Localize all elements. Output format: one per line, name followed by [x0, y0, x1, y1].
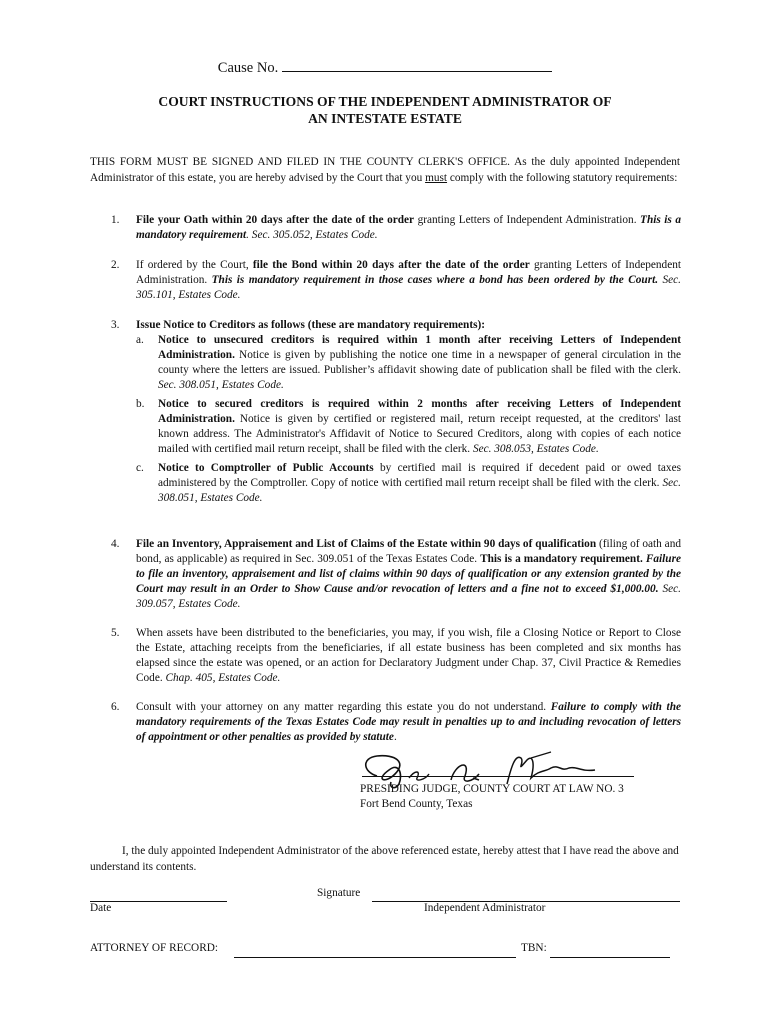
title-line-2: AN INTESTATE ESTATE: [308, 111, 462, 126]
item-citation: Chap. 405, Estates Code.: [165, 672, 281, 684]
judge-title: PRESIDING JUDGE, COUNTY COURT AT LAW NO. 3: [360, 783, 624, 795]
judge-block: [360, 752, 660, 812]
item-number: 1.: [111, 214, 120, 226]
item-number: 5.: [111, 627, 120, 639]
instruction-item-5: [111, 626, 681, 686]
item-number: 2.: [111, 259, 120, 271]
sub-letter: c.: [136, 462, 144, 474]
item-bold: File your Oath within 20 days after the date of the order: [136, 214, 415, 226]
item-bold-italic: This is mandatory requirement in those cases where a bond has been ordered by the Court.: [211, 274, 659, 286]
tbn-label: TBN:: [521, 942, 547, 954]
title-line-1: COURT INSTRUCTIONS OF THE INDEPENDENT ADMINISTRATOR OF: [158, 94, 612, 109]
sub-item-b: [136, 397, 681, 457]
attorney-label: ATTORNEY OF RECORD:: [90, 942, 219, 954]
sub-citation: Sec. 308.051, Estates Code.: [158, 477, 681, 504]
cause-number: [0, 57, 770, 77]
item-citation: Sec. 305.101, Estates Code.: [136, 274, 681, 301]
intro-text-1: THIS FORM MUST BE SIGNED AND FILED IN THE COUNTY CLERK'S OFFICE. As the duly appointed Independent Administrator of this estate, you are hereby advised by the Court that you: [90, 156, 680, 184]
item-citation: . Sec. 305.052, Estates Code.: [246, 229, 378, 241]
instruction-item-6: [111, 700, 681, 745]
instruction-item-4: [111, 537, 681, 612]
item-text: If ordered by the Court,: [136, 259, 253, 271]
item-bold-italic: Failure to file an inventory, appraisement and list of claims within 90 days of qualification or any extension granted by the Court may result in an Order to Show Cause and/or revocation of letters and a fine not to exceed $1,000.00.: [136, 553, 681, 595]
item-bold: File an Inventory, Appraisement and List of Claims of the Estate within 90 days of qualification: [136, 538, 597, 550]
sub-item-c: [136, 461, 681, 506]
instruction-item-3: [111, 318, 681, 506]
signature-label: Signature: [317, 887, 361, 899]
intro-must: must: [425, 171, 448, 184]
item-number: 4.: [111, 538, 120, 550]
sub-bold: Notice to Comptroller of Public Accounts: [158, 462, 374, 474]
tbn-field[interactable]: [550, 957, 670, 958]
item-text: When assets have been distributed to the beneficiaries, you may, if you wish, file a Closing Notice or Report to Close the Estate, attaching receipts from the beneficiaries, if all estate business has been completed and six months has elapsed since the estate was opened, or an action for Declaratory Judgment under Chap. 37, Civil Practice & Remedies Code.: [136, 627, 681, 684]
intro-paragraph: [90, 155, 680, 186]
sub-citation: Sec. 308.053, Estates Code.: [472, 443, 599, 455]
sub-letter: b.: [136, 398, 145, 410]
item-text: Consult with your attorney on any matter regarding this estate you do not understand.: [136, 701, 551, 713]
item-bold-italic: Failure to comply with the mandatory requirements of the Texas Estates Code may result in penalties up to and including revocation of letters of appointment or other penalties as provided by statute: [136, 701, 681, 743]
instruction-item-2: [111, 258, 681, 303]
item-heading: Issue Notice to Creditors as follows (these are mandatory requirements):: [136, 319, 486, 331]
sub-bold: Notice to unsecured creditors is required within 1 month after receiving Letters of Independent Administration.: [158, 334, 681, 361]
sub-letter: a.: [136, 334, 144, 346]
sub-text: by certified mail is required if decedent paid or owed taxes administered by the Comptroller. Copy of notice with certified mail return receipt shall be filed with the clerk.: [158, 462, 681, 489]
judge-county: Fort Bend County, Texas: [360, 798, 473, 810]
sub-text: Notice is given by publishing the notice one time in a newspaper of general circulation in the county where the letters are issued. Publisher’s affidavit showing date of publication shall be filed with the clerk.: [158, 349, 681, 376]
item-end: .: [393, 731, 397, 743]
item-bold-italic: This is a mandatory requirement: [136, 214, 681, 241]
sub-citation: Sec. 308.051, Estates Code.: [158, 379, 284, 391]
cause-label: Cause No.: [217, 60, 279, 76]
item-number: 3.: [111, 319, 120, 331]
item-number: 6.: [111, 701, 120, 713]
attestation-paragraph: I, the duly appointed Independent Administrator of the above referenced estate, hereby attest that I have read the above and understand its contents.: [90, 845, 679, 873]
intro-text-2: comply with the following statutory requirements:: [447, 171, 678, 184]
date-label: Date: [90, 902, 112, 914]
document-title: [90, 93, 680, 127]
item-citation: Sec. 309.057, Estates Code.: [136, 583, 681, 610]
attorney-field[interactable]: [234, 957, 516, 958]
instruction-item-1: [111, 213, 681, 243]
cause-number-field[interactable]: [282, 57, 552, 72]
sub-text: Notice is given by certified or registered mail, return receipt requested, at the creditors' last known address. The Administrator's Affidavit of Notice to Secured Creditors, along with copies of each notice mailed with certified mail return receipt, shall be filed with the clerk.: [158, 413, 681, 455]
item-bold: file the Bond within 20 days after the date of the order: [252, 259, 530, 271]
item-text: granting Letters of Independent Administration.: [414, 214, 641, 226]
administrator-label: Independent Administrator: [424, 902, 546, 914]
item-bold-2: This is a mandatory requirement.: [480, 553, 643, 565]
item-text: granting Letters of Independent Administration.: [136, 259, 681, 286]
sub-bold: Notice to secured creditors is required within 2 months after receiving Letters of Independent Administration.: [158, 398, 681, 425]
item-text: (filing of oath and bond, as applicable) as required in Sec. 309.051 of the Texas Estates Code.: [136, 538, 681, 565]
sub-item-a: [136, 333, 681, 393]
